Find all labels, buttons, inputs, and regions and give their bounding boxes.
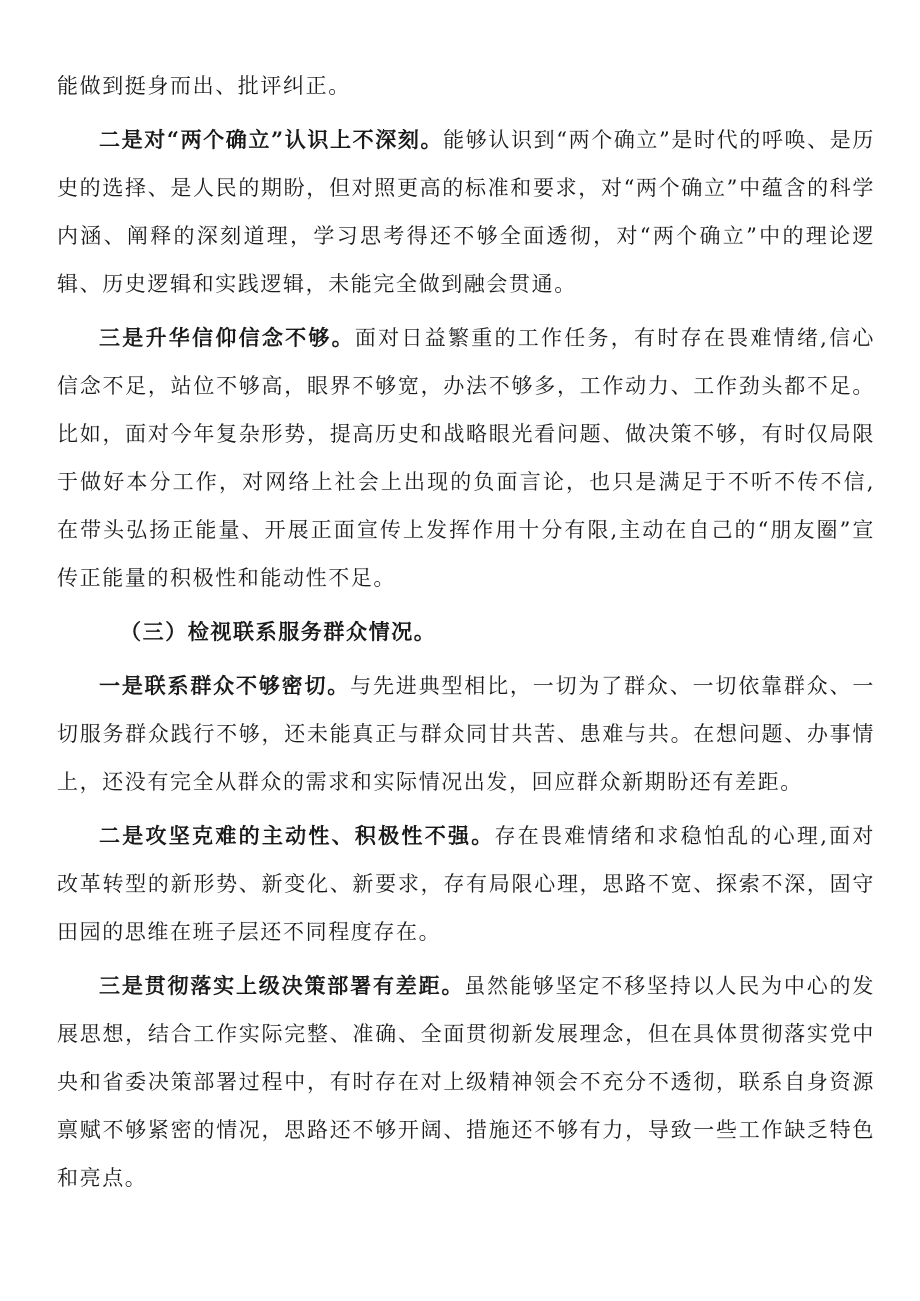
paragraph-lead: 一是联系群众不够密切。 [99, 673, 351, 698]
section-heading-text: （三）检视联系服务群众情况。 [120, 619, 437, 644]
paragraph-continued [57, 62, 875, 110]
paragraph-lead: 三是贯彻落实上级决策部署有差距。 [99, 973, 465, 998]
paragraph-implement-decisions [57, 962, 875, 1202]
paragraph-text: 面对日益繁重的工作任务，有时存在畏难情绪,信心信念不足，站位不够高，眼界不够宽，办法不够多，工作动力、工作劲头都不足。比如，面对今年复杂形势，提高历史和战略眼光看问题、做决策不够，有时仅局限于做好本分工作，对网络上社会上出现的负面言论，也只是满足于不听不传不信,在带头弘扬正能量、开展正面宣传上发挥作用十分有限,主动在自己的“朋友圈”宣传正能量的积极性和能动性不足。 [57, 326, 875, 590]
paragraph-lead: 二是攻坚克难的主动性、积极性不强。 [99, 823, 495, 848]
paragraph-lead: 二是对“两个确立”认识上不深刻。 [99, 127, 444, 152]
paragraph-text: 能做到挺身而出、批评纠正。 [57, 74, 351, 98]
paragraph-tackle-difficulties [57, 812, 875, 956]
paragraph-contact-masses [57, 662, 875, 806]
paragraph-text: 虽然能够坚定不移坚持以人民为中心的发展思想，结合工作实际完整、准确、全面贯彻新发展理念，但在具体贯彻落实党中央和省委决策部署过程中，有时存在对上级精神领会不充分不透彻，联系自身资源禀赋不够紧密的情况，思路还不够开阔、措施还不够有力，导致一些工作缺乏特色和亮点。 [57, 974, 875, 1190]
paragraph-two-establishments [57, 116, 875, 308]
section-heading [57, 608, 875, 656]
paragraph-text: 存在畏难情绪和求稳怕乱的心理,面对改革转型的新形势、新变化、新要求，存有局限心理，思路不宽、探索不深，固守田园的思维在班子层还不同程度存在。 [57, 824, 876, 944]
paragraph-text: 能够认识到“两个确立”是时代的呼唤、是历史的选择、是人民的期盼，但对照更高的标准和要求，对“两个确立”中蕴含的科学内涵、阐释的深刻道理，学习思考得还不够全面透彻，对“两个确立”中的理论逻辑、历史逻辑和实践逻辑，未能完全做到融会贯通。 [57, 128, 875, 296]
paragraph-text: 与先进典型相比，一切为了群众、一切依靠群众、一切服务群众践行不够，还未能真正与群众同甘共苦、患难与共。在想问题、办事情上，还没有完全从群众的需求和实际情况出发，回应群众新期盼还有差距。 [57, 674, 875, 794]
paragraph-faith-belief [57, 314, 875, 602]
paragraph-lead: 三是升华信仰信念不够。 [99, 325, 355, 350]
document-page [57, 62, 875, 1208]
